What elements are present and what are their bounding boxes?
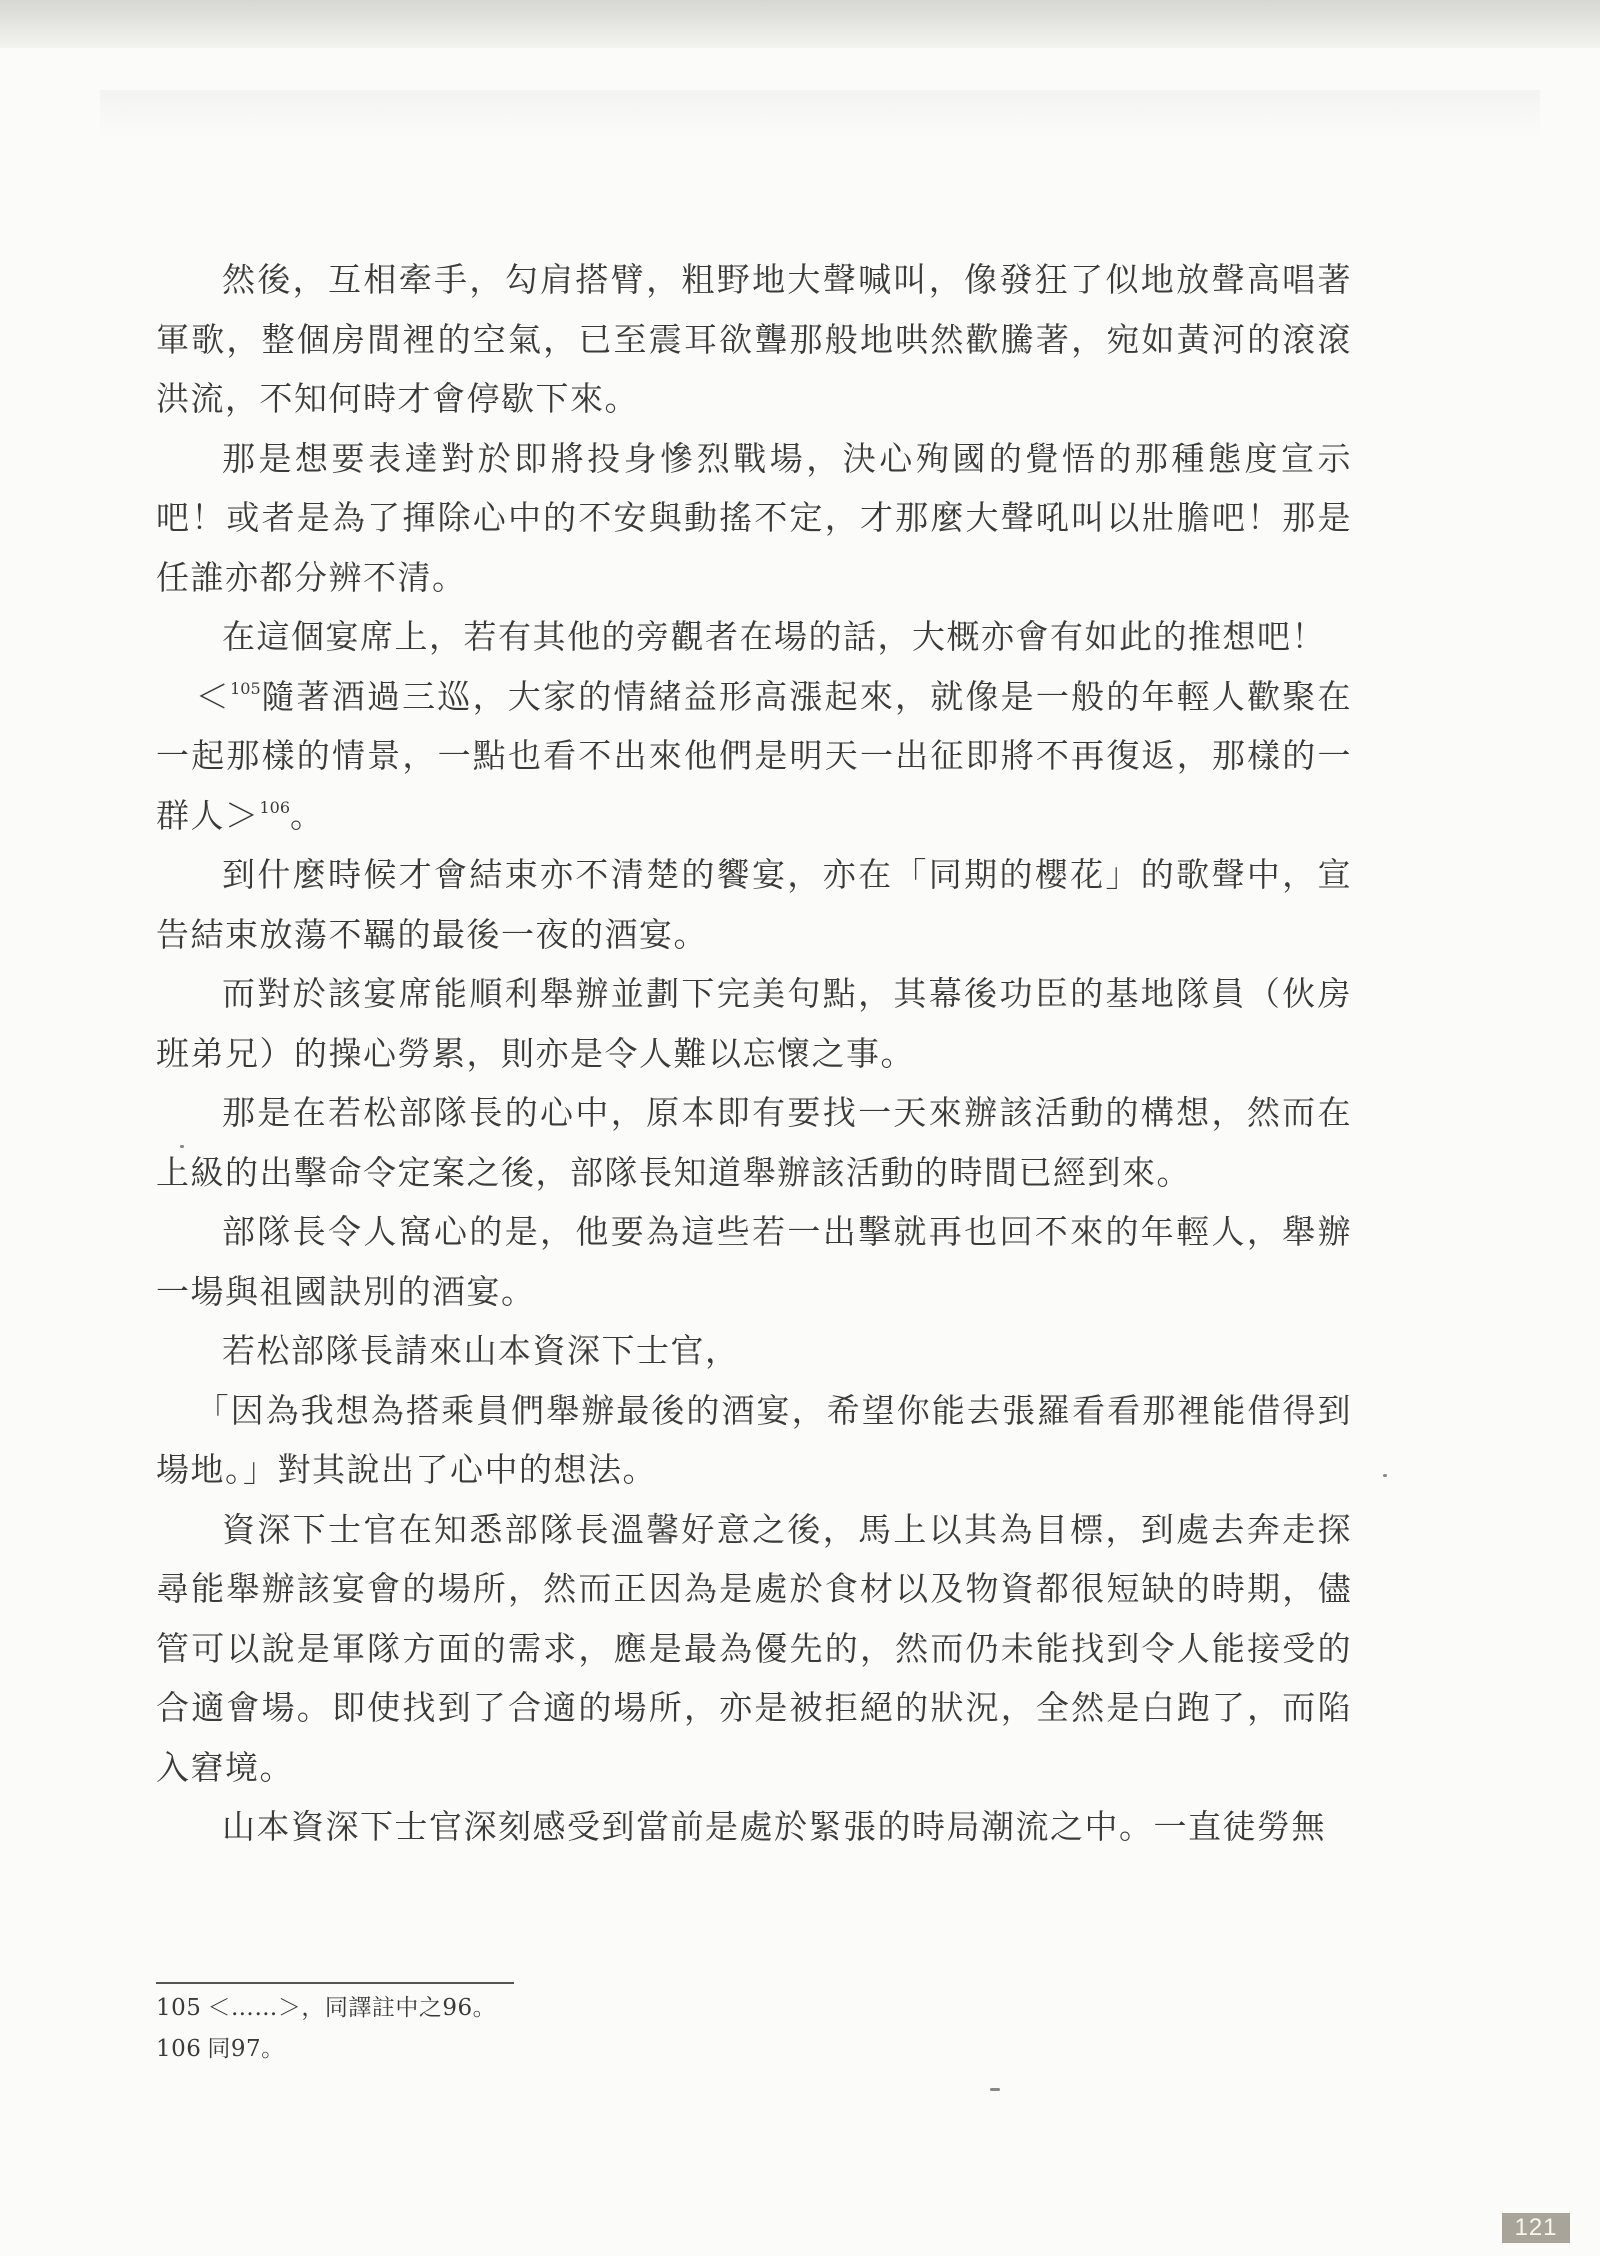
paragraph-6: 那是在若松部隊長的心中，原本即有要找一天來辦該活動的構想，然而在上級的出擊命令定案之後，部隊長知道舉辦該活動的時間已經到來。 (156, 1093, 1352, 1192)
scan-shadow (100, 90, 1540, 138)
quote-end-punct: 。 (290, 795, 325, 835)
footnote-ref-106: 106 (259, 797, 291, 817)
paragraph-10: 資深下士官在知悉部隊長溫馨好意之後，馬上以其為目標，到處去奔走探尋能舉辦該宴會的場所，然而正因為是處於食材以及物資都很短缺的時期，儘管可以說是軍隊方面的需求，應是最為優先的，然而仍未能找到令人能接受的合適會場。即使找到了合適的場所，亦是被拒絕的狀況，全然是白跑了，而陷入窘境。 (156, 1509, 1352, 1787)
footnote-number: 105 (156, 1995, 202, 2021)
footnote-106 (156, 2029, 1256, 2070)
scan-top-edge (0, 0, 1600, 48)
quote-close-bracket: ＞ (225, 795, 260, 835)
paragraph-11: 山本資深下士官深刻感受到當前是處於緊張的時局潮流之中。一直徒勞無 (222, 1807, 1326, 1846)
paragraph-9: 「因為我想為搭乘員們舉辦最後的酒宴，希望你能去張羅看看那裡能借得到場地。」對其說出了心中的想法。 (156, 1390, 1352, 1489)
scan-speck (1383, 1474, 1387, 1477)
footnote-105 (156, 1988, 1256, 2029)
scan-speck (180, 1145, 184, 1148)
footnote-text: 同97。 (207, 2036, 285, 2062)
paragraph-4: 到什麼時候才會結束亦不清楚的饗宴，亦在「同期的櫻花」的歌聲中，宣告結束放蕩不羈的最後一夜的酒宴。 (156, 855, 1352, 954)
footnote-text: ＜……＞，同譯註中之96。 (207, 1995, 497, 2021)
body-text (156, 250, 1352, 1857)
quote-text: 隨著酒過三巡，大家的情緒益形高漲起來，就像是一般的年輕人歡聚在一起那樣的情景，一點也看不出來他們是明天一出征即將不再復返，那樣的一群人 (156, 676, 1352, 835)
footnotes (156, 1988, 1256, 2070)
footnote-number: 106 (156, 2036, 202, 2062)
paragraph-1: 然後，互相牽手，勾肩搭臂，粗野地大聲喊叫，像發狂了似地放聲高唱著軍歌，整個房間裡的空氣，已至震耳欲聾那般地哄然歡騰著，宛如黃河的滾滾洪流，不知何時才會停歇下來。 (156, 260, 1352, 418)
paragraph-3: 在這個宴席上，若有其他的旁觀者在場的話，大概亦會有如此的推想吧！ (222, 617, 1326, 656)
paragraph-7: 部隊長令人窩心的是，他要為這些若一出擊就再也回不來的年輕人，舉辦一場與祖國訣別的酒宴。 (156, 1212, 1352, 1311)
quote-open-bracket: ＜ (195, 676, 231, 716)
paragraph-2: 那是想要表達對於即將投身慘烈戰場，決心殉國的覺悟的那種態度宣示吧！或者是為了揮除心中的不安與動搖不定，才那麼大聲吼叫以壯膽吧！那是任誰亦都分辨不清。 (156, 438, 1352, 597)
paragraph-8: 若松部隊長請來山本資深下士官， (222, 1331, 740, 1370)
page-number: 121 (1502, 2213, 1570, 2243)
footnote-divider (156, 1982, 514, 1984)
footnote-ref-105: 105 (230, 678, 261, 698)
quote-paragraph (156, 667, 1352, 846)
scan-speck (990, 2088, 1000, 2091)
paragraph-5: 而對於該宴席能順利舉辦並劃下完美句點，其幕後功臣的基地隊員（伙房班弟兄）的操心勞累，則亦是令人難以忘懷之事。 (156, 974, 1352, 1073)
